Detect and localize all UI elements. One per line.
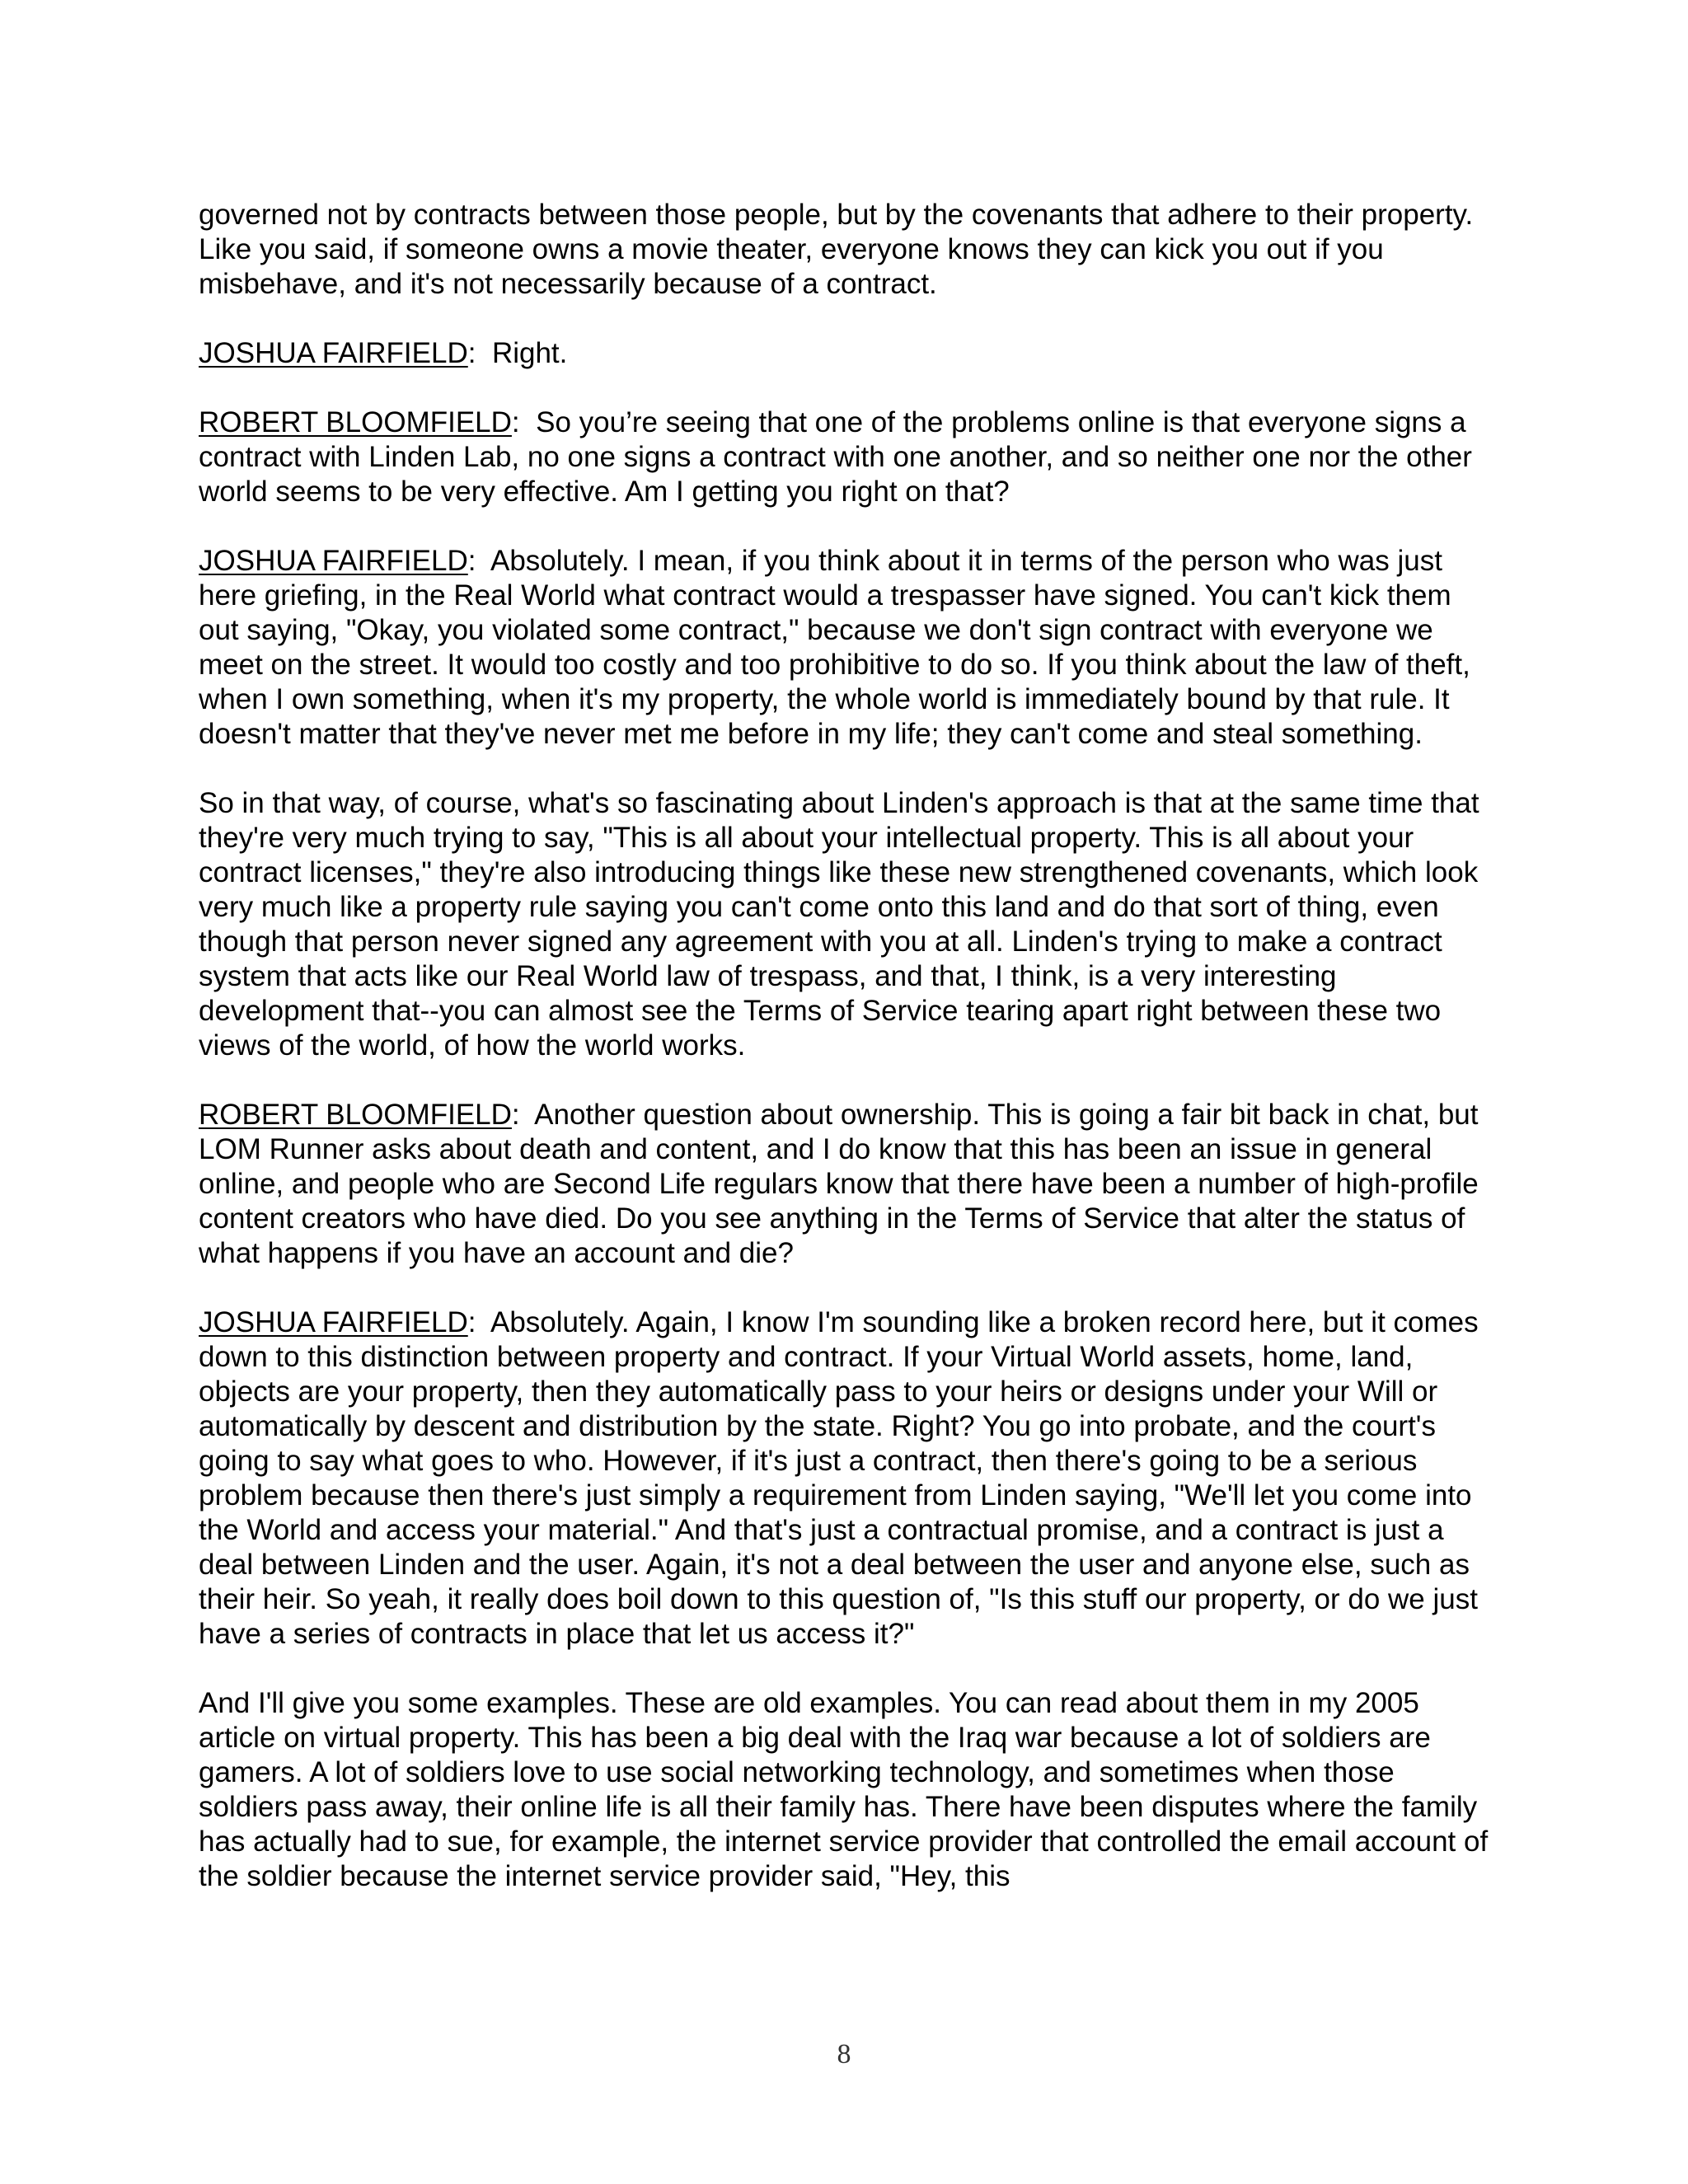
paragraph-text: And I'll give you some examples. These are old examples. You can read about them in my 2005 article on virtual property. This has been a big deal with the Iraq war because a lot of soldiers are gamers. A lot of soldiers love to use social networking technology, and sometimes when those soldiers pass away, their online life is all their family has. There have been disputes where the family has actually had to sue, for example, the internet service provider that controlled the email account of the soldier because the internet service provider said, "Hey, this xyxy=(199,1687,1489,1892)
paragraph-text: So you’re seeing that one of the problems online is that everyone signs a contract with Linden Lab, no one signs a contract with one another, and so neither one nor the other world seems to be very effective. Am I getting you right on that? xyxy=(199,406,1472,508)
transcript-body xyxy=(199,198,1493,1929)
paragraph-text: So in that way, of course, what's so fascinating about Linden's approach is that at the same time that they're very much trying to say, "This is all about your intellectual property. This is all about your contract licenses," they're also introducing things like these new strengthened covenants, which look very much like a property rule saying you can't come onto this land and do that sort of thing, even though that person never signed any agreement with you at all. Linden's trying to make a contract system that acts like our Real World law of trespass, and that, I think, is a very interesting development that--you can almost see the Terms of Service tearing apart right between these two views of the world, of how the world works. xyxy=(199,787,1479,1062)
speaker-name: ROBERT BLOOMFIELD xyxy=(199,406,512,438)
paragraph xyxy=(199,544,1493,752)
paragraph-text: Right. xyxy=(491,337,568,369)
paragraph-text: Absolutely. I mean, if you think about it in terms of the person who was just here griefing, in the Real World what contract would a trespasser have signed. You can't kick them out saying, "Okay, you violated some contract," because we don't sign contract with everyone we meet on the street. It would too costly and too prohibitive to do so. If you think about the law of theft, when I own something, when it's my property, the whole world is immediately bound by that rule. It doesn't matter that they've never met me before in my life; they can't come and steal something. xyxy=(199,545,1470,750)
speaker-name: JOSHUA FAIRFIELD xyxy=(199,337,468,369)
paragraph-text: Another question about ownership. This is going a fair bit back in chat, but LOM Runner asks about death and content, and I do know that this has been an issue in general online, and people who are Second Life regulars know that there have been a number of high-profile content creators who have died. Do you see anything in the Terms of Service that alter the status of what happens if you have an account and die? xyxy=(199,1099,1479,1269)
paragraph-text: Absolutely. Again, I know I'm sounding like a broken record here, but it comes down to this distinction between property and contract. If your Virtual World assets, home, land, objects are your property, then they automatically pass to your heirs or designs under your Will or automatically by descent and distribution by the state. Right? You go into probate, and the court's going to say what goes to who. However, if it's just a contract, then there's going to be a serious problem because then there's just simply a requirement from Linden saying, "We'll let you come into the World and access your material." And that's just a contractual promise, and a contract is just a deal between Linden and the user. Again, it's not a deal between the user and anyone else, such as their heir. So yeah, it really does boil down to this question of, "Is this stuff our property, or do we just have a series of contracts in place that let us access it?" xyxy=(199,1306,1479,1650)
paragraph xyxy=(199,405,1493,509)
speaker-separator: : xyxy=(467,545,490,577)
page-number: 8 xyxy=(837,2039,851,2069)
paragraph xyxy=(199,1305,1493,1652)
speaker-separator: : xyxy=(511,1099,535,1131)
paragraph-text: governed not by contracts between those people, but by the covenants that adhere to their property. Like you said, if someone owns a movie theater, everyone knows they can kick you out if you misbehave, and it's not necessarily because of a contract. xyxy=(199,199,1474,300)
paragraph xyxy=(199,1098,1493,1271)
speaker-separator: : xyxy=(467,337,492,369)
speaker-name: JOSHUA FAIRFIELD xyxy=(199,545,468,577)
speaker-separator: : xyxy=(467,1306,490,1338)
paragraph xyxy=(199,786,1493,1063)
speaker-name: JOSHUA FAIRFIELD xyxy=(199,1306,468,1338)
speaker-name: ROBERT BLOOMFIELD xyxy=(199,1099,512,1131)
paragraph xyxy=(199,198,1493,302)
paragraph xyxy=(199,1686,1493,1894)
speaker-separator: : xyxy=(511,406,537,438)
paragraph xyxy=(199,336,1493,371)
